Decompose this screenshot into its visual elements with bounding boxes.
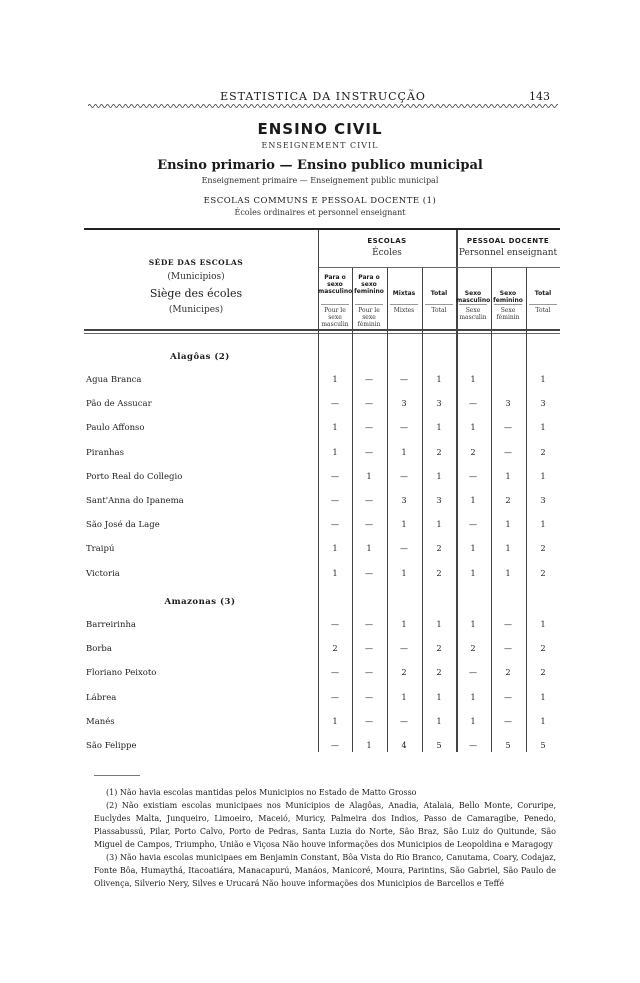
table-cell: 3	[436, 399, 442, 409]
table-cell: —	[365, 644, 373, 654]
table-cell: —	[400, 716, 408, 726]
table-cell: —	[331, 741, 339, 750]
footnote-2: (2) Não existiam escolas municipaes nos Municipios de Alagôas, Anadia, Atalaia, Bello Monte, Coruripe, Euclydes Malta, Junqueiro, Limoeiro, Maceió, Muricy, Palmeira dos Indios, Passo de Camaragibe, Penedo, Piassabussú, Pilar, Porto Calvo, Porto de Pedras, Santa Luzia do Norte, São Braz, São Luiz do Quitunde, São Miguel de Campos, Triumpho, União e Viçosa Não houve informações dos Municipios de Leopoldina e Maragogy	[94, 801, 556, 849]
row-name: Paulo Affonso	[86, 423, 145, 434]
table-cell: 1	[470, 620, 476, 629]
main-title: ENSINO CIVIL	[257, 120, 383, 138]
table-cell: —	[469, 520, 477, 530]
table-cell: —	[469, 399, 477, 409]
grid-vline	[526, 268, 527, 752]
grid-vline	[422, 268, 423, 752]
table-cell: —	[331, 520, 339, 530]
table-cell: 2	[436, 668, 442, 678]
grid-vline	[387, 268, 388, 752]
table-cell: 1	[436, 375, 442, 384]
column-header-divider	[494, 304, 522, 305]
header-sede-fr: Siège des écoles	[149, 287, 243, 300]
table-cell: 1	[436, 692, 442, 702]
table-cell: 3	[540, 496, 546, 505]
table-cell: —	[469, 471, 477, 481]
grid-vline	[352, 268, 353, 752]
table-cell: 3	[436, 496, 442, 505]
column-header-6: Sexo feminino	[493, 290, 523, 304]
table-cell: 1	[470, 496, 476, 505]
column-header-7: Total	[534, 290, 552, 297]
column-header-fr-6: Sexe féminin	[496, 307, 520, 321]
column-header-2: Para o sexo feminino	[354, 274, 384, 295]
table-cell: 5	[505, 741, 511, 750]
footnote-1: (1) Não havia escolas mantidas pelos Municipios no Estado de Matto Grosso	[106, 788, 417, 797]
table-cell: 2	[401, 668, 407, 678]
column-header-3: Mixtas	[392, 290, 416, 297]
header-escolas	[318, 237, 456, 258]
column-header-fr-5: Sexe masculin	[459, 307, 487, 321]
header-escolas-fr: Écoles	[372, 248, 402, 258]
table-cell: 3	[401, 496, 407, 505]
table-cell: —	[400, 375, 408, 384]
column-header-5: Sexo masculino	[456, 290, 491, 304]
table-cell: —	[365, 375, 373, 384]
table-cell: 1	[332, 447, 338, 457]
header-pessoal	[456, 237, 560, 258]
table-cell: 1	[436, 716, 442, 726]
table-cell: —	[331, 668, 339, 678]
header-sede	[140, 258, 252, 315]
table-cell: 1	[540, 375, 546, 384]
row-name: Manés	[86, 716, 115, 727]
table-cell: 1	[505, 544, 511, 554]
table-cell: —	[400, 471, 408, 481]
table-cell: 3	[505, 399, 511, 409]
column-header-divider	[390, 304, 418, 305]
row-name: Barreirinha	[86, 620, 136, 630]
column-header-fr-4: Total	[431, 307, 447, 314]
table-cell: —	[365, 620, 373, 629]
subtitle: Ensino primario — Ensino publico municipal	[157, 158, 483, 173]
table-cell: —	[331, 471, 339, 481]
table-cell: —	[365, 496, 373, 505]
table-cell: 1	[332, 716, 338, 726]
column-header-divider	[425, 304, 453, 305]
table-cell: —	[400, 544, 408, 554]
table-cell: —	[365, 716, 373, 726]
main-title-fr: ENSEIGNEMENT CIVIL	[261, 141, 379, 150]
section-title: Amazonas (3)	[164, 597, 236, 607]
row-name: Agua Branca	[86, 375, 142, 385]
column-header-fr-3: Mixtes	[393, 307, 415, 314]
table-title: ESCOLAS COMMUNS E PESSOAL DOCENTE (1)	[203, 196, 437, 206]
table-cell: —	[365, 447, 373, 457]
table-cell: —	[331, 496, 339, 505]
table-cell: 1	[540, 471, 546, 481]
table-cell: —	[469, 668, 477, 678]
table-cell: —	[365, 423, 373, 433]
column-header-divider	[529, 304, 557, 305]
row-name: Lábrea	[86, 692, 117, 703]
table-cell: 1	[470, 568, 476, 578]
table-cell: 1	[401, 692, 407, 702]
table-cell: 1	[332, 544, 338, 554]
column-header-fr-1: Pour le sexe masculin	[321, 307, 349, 328]
footnote-rule	[94, 775, 140, 776]
table-cell: —	[504, 620, 512, 629]
table-cell: —	[365, 399, 373, 409]
table-cell: 1	[401, 520, 407, 530]
header-sede-pt: SÉDE DAS ESCOLAS	[148, 258, 244, 267]
column-header-divider	[459, 304, 487, 305]
table-cell: —	[365, 520, 373, 530]
table-cell: 1	[505, 520, 511, 530]
table-cell: 1	[540, 423, 546, 433]
row-name: Pão de Assucar	[86, 399, 152, 410]
column-header-1: Para o sexo masculino	[318, 274, 353, 295]
table-cell: 1	[470, 375, 476, 384]
table-cell: 1	[401, 447, 407, 457]
table-cell: 1	[366, 741, 372, 750]
table-title-fr: Écoles ordinaires et personnel enseignant	[234, 208, 406, 217]
row-name: Traipú	[86, 544, 115, 555]
header-sede-pt-sub: (Municipios)	[167, 272, 225, 282]
table-cell: —	[504, 447, 512, 457]
table-cell: 2	[540, 544, 546, 554]
row-name: Porto Real do Collegio	[86, 471, 183, 482]
column-header-fr-7: Total	[535, 307, 551, 314]
table-cell: 1	[470, 423, 476, 433]
table-cell: 1	[401, 568, 407, 578]
table-cell: 1	[540, 692, 546, 702]
header-sede-fr-sub: (Municipes)	[168, 305, 224, 315]
table-cell: 1	[540, 620, 546, 629]
table-cell: 2	[436, 544, 442, 554]
table-cell: —	[504, 423, 512, 433]
column-header-fr-2: Pour le sexe féminin	[357, 307, 381, 328]
table-cell: 1	[436, 471, 442, 481]
header-escolas-pt: ESCOLAS	[367, 237, 407, 245]
table-cell: 1	[505, 471, 511, 481]
table-cell: —	[365, 668, 373, 678]
subtitle-fr: Enseignement primaire — Enseignement public municipal	[201, 176, 439, 185]
section-title: Alagôas (2)	[170, 352, 230, 362]
page-number: 143	[529, 90, 550, 103]
table-cell: 1	[470, 544, 476, 554]
table-cell: 1	[436, 520, 442, 530]
table-cell: 1	[332, 375, 338, 384]
table-cell: 1	[401, 620, 407, 629]
table-cell: 2	[540, 447, 546, 457]
table-cell: 2	[436, 568, 442, 578]
column-header-4: Total	[430, 290, 448, 297]
table-cell: 3	[401, 399, 407, 409]
table-cell: 4	[401, 741, 407, 750]
grid-hline	[456, 267, 560, 268]
column-header-divider	[321, 304, 349, 305]
table-cell: 2	[436, 644, 442, 654]
row-name: Sant'Anna do Ipanema	[86, 496, 184, 506]
table-cell: 2	[470, 644, 476, 654]
table-cell: 1	[436, 423, 442, 433]
table-cell: 2	[540, 668, 546, 678]
table-cell: 2	[540, 644, 546, 654]
table-cell: —	[504, 692, 512, 702]
table-cell: 1	[470, 692, 476, 702]
table-cell: —	[331, 692, 339, 702]
table-cell: 1	[436, 620, 442, 629]
row-name: Borba	[86, 644, 112, 655]
table-cell: 1	[505, 568, 511, 578]
table-cell: —	[365, 568, 373, 578]
table-cell: 2	[436, 447, 442, 457]
table-cell: —	[331, 620, 339, 629]
row-name: São Felippe	[86, 741, 137, 751]
table-cell: —	[365, 692, 373, 702]
table-cell: 1	[366, 544, 372, 554]
table-cell: —	[400, 644, 408, 654]
table-cell: 2	[540, 568, 546, 578]
footnote-3: (3) Não havia escolas municipaes em Benjamin Constant, Bôa Vista do Rio Branco, Canutama, Coary, Codajaz, Fonte Bôa, Humaythá, Itacoatiára, Manacapurú, Manáos, Manicoré, Moura, Parintins, São Gabriel, São Paulo de Olivença, Silverio Nery, Silves e Urucará Não houve informações dos Municipios de Barcellos e Teffé	[94, 853, 556, 888]
table-cell: 2	[470, 447, 476, 457]
table-cell: —	[504, 644, 512, 654]
column-header-divider	[355, 304, 383, 305]
running-header-title: ESTATISTICA DA INSTRUCÇÃO	[220, 90, 426, 103]
table-cell: 1	[540, 716, 546, 726]
table-cell: 2	[505, 496, 511, 505]
table-cell: —	[469, 741, 477, 750]
row-name: São José da Lage	[86, 520, 160, 531]
table-cell: 3	[540, 399, 546, 409]
header-pessoal-fr: Personnel enseignant	[458, 248, 558, 258]
table-cell: 2	[332, 644, 338, 654]
table-cell: —	[400, 423, 408, 433]
table-cell: 1	[332, 568, 338, 578]
table-cell: 1	[366, 471, 372, 481]
row-name: Floriano Peixoto	[86, 668, 157, 679]
table-cell: —	[331, 399, 339, 409]
table-cell: 5	[540, 741, 546, 750]
table-cell: 1	[540, 520, 546, 530]
row-name: Piranhas	[86, 447, 124, 458]
table-cell: 1	[470, 716, 476, 726]
row-name: Victoria	[86, 568, 120, 579]
grid-hline	[318, 267, 456, 268]
table-cell: 5	[436, 741, 442, 750]
footnotes	[94, 786, 556, 890]
table-cell: —	[504, 716, 512, 726]
header-pessoal-pt: PESSOAL DOCENTE	[466, 237, 550, 245]
grid-vline	[491, 268, 492, 752]
table-cell: 2	[505, 668, 511, 678]
table-cell: 1	[332, 423, 338, 433]
